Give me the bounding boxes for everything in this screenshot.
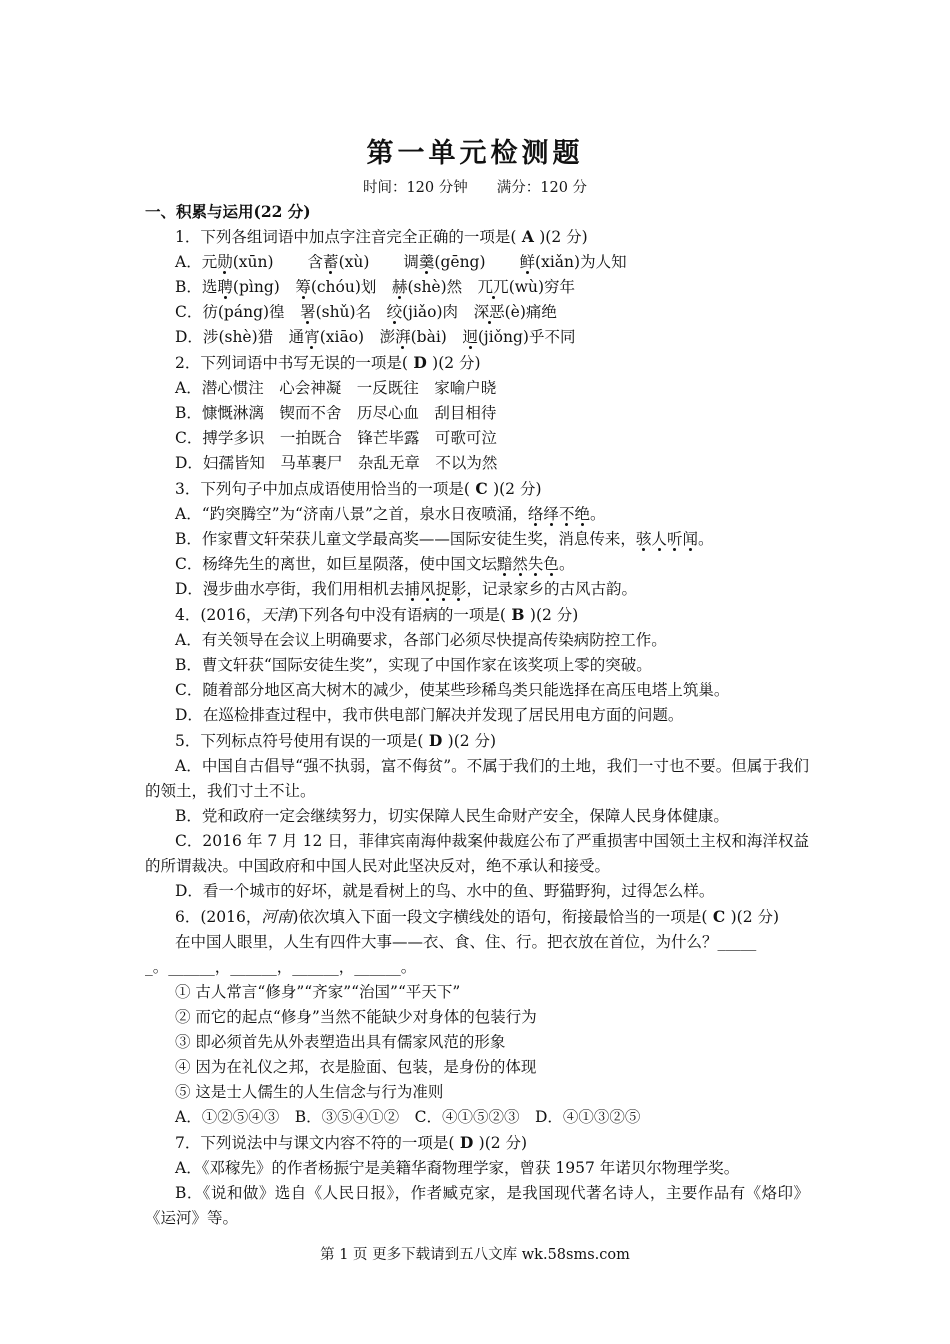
option-b: B．选聘(pìng) 筹(chóu)划 赫(shè)然 兀兀(wù)穷年 <box>175 278 576 296</box>
option-c: C．搏学多识 一拍既合 锋芒毕露 可歌可泣 <box>175 429 497 447</box>
option-b: B．慷慨淋漓 锲而不舍 历尽心血 刮目相待 <box>175 404 497 422</box>
option-d: D．妇孺皆知 马革裹尸 杂乱无章 不以为然 <box>175 454 498 472</box>
option-a: A．中国自古倡导“强不执弱，富不侮贫”。不属于我们的土地，我们一寸也不要。但属于我们的领土，我们寸土不让。 <box>145 757 809 800</box>
answer: A <box>516 227 540 246</box>
section-heading: 一、积累与运用(22 分) <box>145 202 311 221</box>
blanks: _。______，______，______，______。 <box>145 958 417 976</box>
answer: C <box>707 907 731 926</box>
page-footer: 第 1 页 更多下载请到五八文库 wk.58sms.com <box>320 1247 630 1263</box>
option-a: A．潜心惯注 心会神凝 一反既往 家喻户晓 <box>175 379 497 397</box>
option-b: B．《说和做》选自《人民日报》，作者臧克家，是我国现代著名诗人，主要作品有《烙印》《运河》等。 <box>145 1184 809 1227</box>
option-b: B．党和政府一定会继续努力，切实保障人民生命财产安全，保障人民身体健康。 <box>175 807 729 825</box>
sentence-2: ② 而它的起点“修身”当然不能缺少对身体的包装行为 <box>175 1008 537 1026</box>
choices: A．①②⑤④③ B．③⑤④①② C．④①⑤②③ D．④①③②⑤ <box>175 1108 641 1126</box>
question-6: 6．(2016，河南)依次填入下面一段文字横线处的语句，衔接最恰当的一项是( C )(2 分) <box>175 907 780 926</box>
option-b: B．曹文轩获“国际安徒生奖”，实现了中国作家在该奖项上零的突破。 <box>175 656 652 674</box>
question-2: 2．下列词语中书写无误的一项是( D )(2 分) <box>175 353 481 372</box>
option-c: C．随着部分地区高大树木的减少，使某些珍稀鸟类只能选择在高压电塔上筑巢。 <box>175 681 730 699</box>
sentence-5: ⑤ 这是士人儒生的人生信念与行为准则 <box>175 1083 444 1101</box>
option-c: C．杨绛先生的离世，如巨星陨落，使中国文坛黯然失色。 <box>175 555 575 573</box>
question-3: 3．下列句子中加点成语使用恰当的一项是( C )(2 分) <box>175 479 542 498</box>
option-a: A．《邓稼先》的作者杨振宁是美籍华裔物理学家，曾获 1957 年诺贝尔物理学奖。 <box>175 1159 740 1177</box>
question-7: 7．下列说法中与课文内容不符的一项是( D )(2 分) <box>175 1133 528 1152</box>
sentence-3: ③ 即必须首先从外表塑造出具有儒家风范的形象 <box>175 1033 506 1051</box>
answer: D <box>454 1133 479 1152</box>
option-a: A．有关领导在会议上明确要求，各部门必须尽快提高传染病防控工作。 <box>175 631 667 649</box>
question-score: )(2 分) <box>539 228 588 246</box>
option-c: C．彷(páng)徨 署(shǔ)名 绞(jiǎo)肉 深恶(è)痛绝 <box>175 303 557 321</box>
answer: B <box>505 605 530 624</box>
exam-content <box>145 199 809 1231</box>
page-title: 第一单元检测题 <box>366 138 584 169</box>
exam-meta: 时间：120 分钟 满分：120 分 <box>362 180 588 196</box>
option-a: A．元勋(xūn) 含蓄(xù) 调羹(gēng) 鲜(xiǎn)为人知 <box>175 253 627 271</box>
answer: C <box>469 479 494 498</box>
sentence-1: ① 古人常言“修身”“齐家”“治国”“平天下” <box>175 983 461 1001</box>
option-d: D．漫步曲水亭街，我们用相机去捕风捉影，记录家乡的古风古韵。 <box>175 580 638 598</box>
question-5: 5．下列标点符号使用有误的一项是( D )(2 分) <box>175 731 497 750</box>
option-d: D．在巡检排查过程中，我市供电部门解决并发现了居民用电方面的问题。 <box>175 706 684 724</box>
option-b: B．作家曹文轩荣获儿童文学最高奖——国际安徒生奖，消息传来，骇人听闻。 <box>175 530 714 548</box>
option-d: D．看一个城市的好坏，就是看树上的鸟、水中的鱼、野猫野狗，过得怎么样。 <box>175 882 715 900</box>
option-c: C．2016 年 7 月 12 日，菲律宾南海仲裁案仲裁庭公布了严重损害中国领土主权和海洋权益的所谓裁决。中国政府和中国人民对此坚决反对，绝不承认和接受。 <box>145 832 809 875</box>
answer: D <box>423 731 448 750</box>
option-a: A．“趵突腾空”为“济南八景”之首，泉水日夜喷涌，络绎不绝。 <box>175 505 606 523</box>
option-d: D．涉(shè)猎 通宵(xiāo) 澎湃(bài) 迥(jiǒng)乎不同 <box>175 328 576 346</box>
answer: D <box>407 353 433 372</box>
question-1 <box>145 224 809 250</box>
passage: 在中国人眼里，人生有四件大事——衣、食、住、行。把衣放在首位，为什么？_____ <box>175 933 757 951</box>
question-stem: 1．下列各组词语中加点字注音完全正确的一项是( <box>175 228 517 246</box>
sentence-4: ④ 因为在礼仪之邦，衣是脸面、包装，是身份的体现 <box>175 1058 537 1076</box>
question-4: 4．(2016，天津)下列各句中没有语病的一项是( B )(2 分) <box>175 605 579 624</box>
